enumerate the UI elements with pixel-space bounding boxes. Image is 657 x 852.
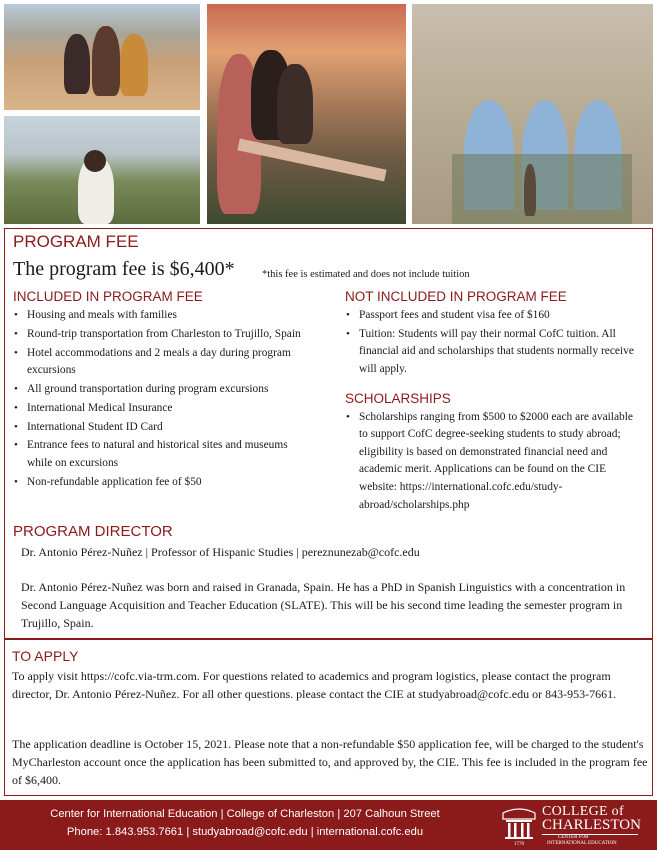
list-item: • Non-refundable application fee of $50 [13,474,308,492]
director-contact-line: Dr. Antonio Pérez-Nuñez | Professor of Hispanic Studies | pereznunezab@cofc.edu [21,545,420,559]
director-bio: Dr. Antonio Pérez-Nuñez was born and raised in Granada, Spain. He has a PhD in Spanish Linguistics with a concentration in Second Language Acquisition and Teacher Education (SLATE). This will be his second time leading the semester program in Trujillo, Spain. [21,580,626,630]
list-item: • Tuition: Students will pay their normal CofC tuition. All financial aid and scholarships that students normally receive will apply. [345,326,637,379]
not-included-heading: NOT INCLUDED IN PROGRAM FEE [345,289,567,304]
logo-year: 1770 [514,842,524,847]
photo-beach-group [4,4,200,110]
logo-wordmark-top: COLLEGE of [542,804,624,819]
list-item: • Housing and meals with families [13,307,308,325]
photo-strip [0,0,657,228]
to-apply-heading: TO APPLY [12,648,79,664]
not-included-list [345,307,637,379]
program-fee-heading: PROGRAM FEE [13,232,139,251]
program-director-heading: PROGRAM DIRECTOR [13,523,173,540]
list-item: • Hotel accommodations and 2 meals a day during program excursions [13,345,308,380]
scholarships-list [345,409,637,515]
list-item: • Round-trip transportation from Charleston to Trujillo, Spain [13,326,308,344]
logo-subtitle-2: INTERNATIONAL EDUCATION [547,841,617,846]
list-item: • Scholarships ranging from $500 to $2000 each are available to support CofC degree-seeking students to study abroad; eligibility is based on demonstrated financial need and academic merit. Applications can be found on the CIE website: https://international.cofc.edu/study-abroad/scholarships.php [345,409,637,515]
section-divider [4,638,653,640]
photo-hillside-town [4,116,200,224]
list-item: • All ground transportation during program excursions [13,381,308,399]
photo-moorish-arches [412,4,653,224]
list-item: • Entrance fees to natural and historical sites and museums while on excursions [13,437,308,472]
footer-address-line: Center for International Education | College of Charleston | 207 Calhoun Street [50,808,440,820]
logo-rule [542,834,638,835]
list-item: • International Student ID Card [13,419,308,437]
scholarships-heading: SCHOLARSHIPS [345,390,451,406]
program-fee-statement: The program fee is $6,400* [13,258,235,280]
list-item: • Passport fees and student visa fee of $160 [345,307,637,325]
logo-subtitle-1: CENTER FOR [558,835,589,840]
college-logo [500,803,650,847]
apply-instructions: To apply visit https://cofc.via-trm.com. For questions related to academics and program logistics, please contact the program director, Dr. Antonio Pérez-Nuñez. For all other questions. please contact the CIE at studyabroad@cofc.edu or 843-953-7661. [12,669,617,701]
footer-bar [0,800,657,850]
included-list [13,307,308,491]
program-fee-note: *this fee is estimated and does not include tuition [262,269,470,280]
footer-contact-line: Phone: 1.843.953.7661 | studyabroad@cofc.edu | international.cofc.edu [66,826,424,838]
included-section [13,289,333,492]
not-included-section [345,289,645,515]
photo-sunset-friends [207,4,406,224]
included-heading: INCLUDED IN PROGRAM FEE [13,289,203,304]
apply-deadline-notice: The application deadline is October 15, 2021. Please note that a non-refundable $50 application fee, will be charged to the student's MyCharleston account once the application has been submitted to, and approved by, the CIE. This fee is included in the program fee of $6,400. [12,737,648,787]
logo-wordmark-main: CHARLESTON [542,817,641,833]
list-item: • International Medical Insurance [13,400,308,418]
college-seal-icon [500,803,538,847]
